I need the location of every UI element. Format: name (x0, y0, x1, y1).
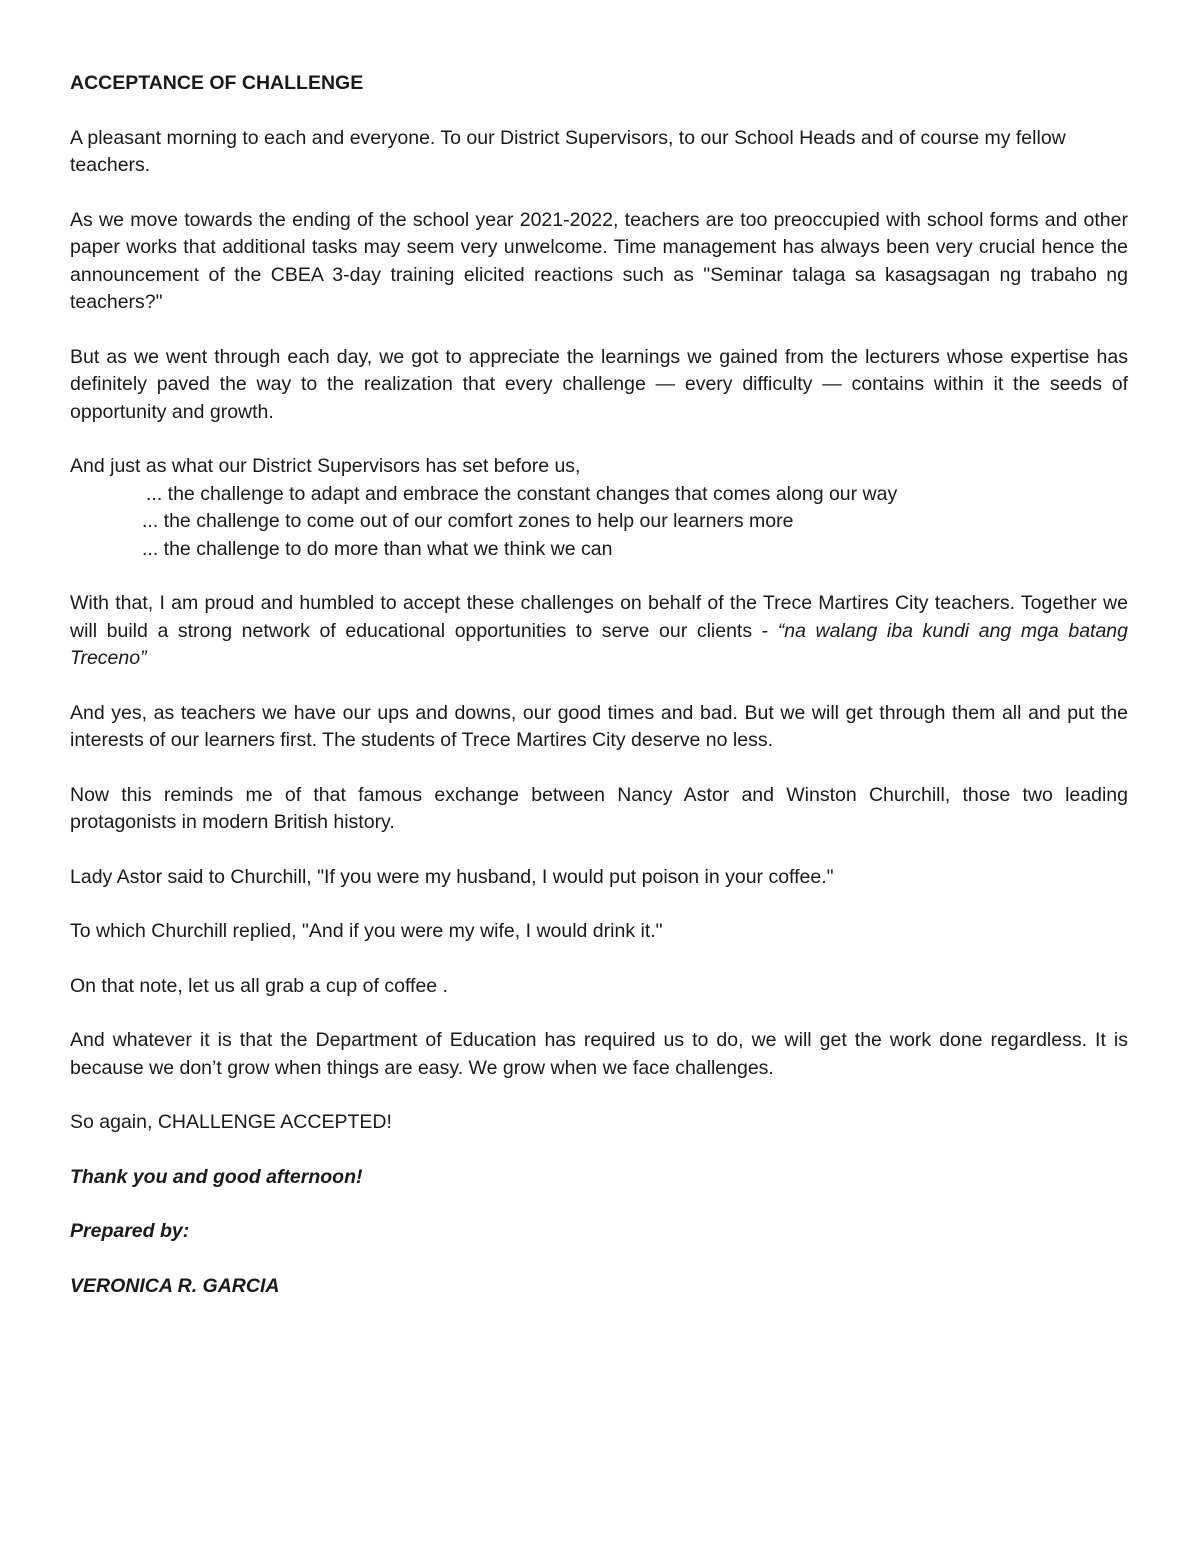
deped-paragraph: And whatever it is that the Department of Education has required us to do, we will get the work done regardless. It is because we don’t grow when things are easy. We grow when we face challenges. (70, 1029, 1128, 1079)
challenges-list (70, 481, 1128, 564)
greeting-paragraph: A pleasant morning to each and everyone. To our District Supervisors, to our School Heads and of course my fellow teachers. (70, 126, 1066, 176)
school-year-paragraph: As we move towards the ending of the school year 2021-2022, teachers are too preoccupied with school forms and other paper works that additional tasks may seem very unwelcome. Time management has always been very crucial hence the announcement of the CBEA 3-day training elicited reactions such as "Seminar talaga sa kasagsagan ng trabaho ng teachers?" (70, 208, 1128, 313)
list-item: ... the challenge to do more than what we think we can (142, 537, 613, 560)
ups-downs-paragraph: And yes, as teachers we have our ups and downs, our good times and bad. But we will get through them all and put the interests of our learners first. The students of Trece Martires City deserve no less. (70, 701, 1128, 751)
thanks-line: Thank you and good afternoon! (70, 1165, 363, 1188)
each-day-paragraph: But as we went through each day, we got to appreciate the learnings we gained from the lecturers whose expertise has definitely paved the way to the realization that every challenge — every difficulty — contains within it the seeds of opportunity and growth. (70, 345, 1128, 423)
challenges-intro: And just as what our District Supervisors has set before us, (70, 455, 581, 477)
proud-paragraph (70, 590, 1128, 673)
list-item: ... the challenge to adapt and embrace the constant changes that comes along our way (146, 482, 898, 505)
churchill-paragraph: To which Churchill replied, "And if you were my wife, I would drink it." (70, 920, 663, 942)
document-page (70, 70, 1128, 1327)
proud-paragraph-quote: “na walang iba kundi ang mga batang Treceno” (70, 619, 1128, 669)
prepared-by-label: Prepared by: (70, 1220, 190, 1242)
author-name: VERONICA R. GARCIA (70, 1274, 280, 1297)
accepted-paragraph: So again, CHALLENGE ACCEPTED! (70, 1111, 392, 1133)
proud-paragraph-text: With that, I am proud and humbled to accept these challenges on behalf of the Trece Martires City teachers. Together we will build a strong network of educational opportunities to serve our clients - (70, 592, 1128, 642)
list-item: ... the challenge to come out of our comfort zones to help our learners more (142, 510, 794, 532)
coffee-paragraph: On that note, let us all grab a cup of coffee . (70, 974, 448, 997)
exchange-paragraph: Now this reminds me of that famous exchange between Nancy Astor and Winston Churchill, those two leading protagonists in modern British history. (70, 783, 1128, 833)
document-title: ACCEPTANCE OF CHALLENGE (70, 72, 364, 94)
astor-paragraph: Lady Astor said to Churchill, "If you were my husband, I would put poison in your coffee." (70, 865, 834, 888)
